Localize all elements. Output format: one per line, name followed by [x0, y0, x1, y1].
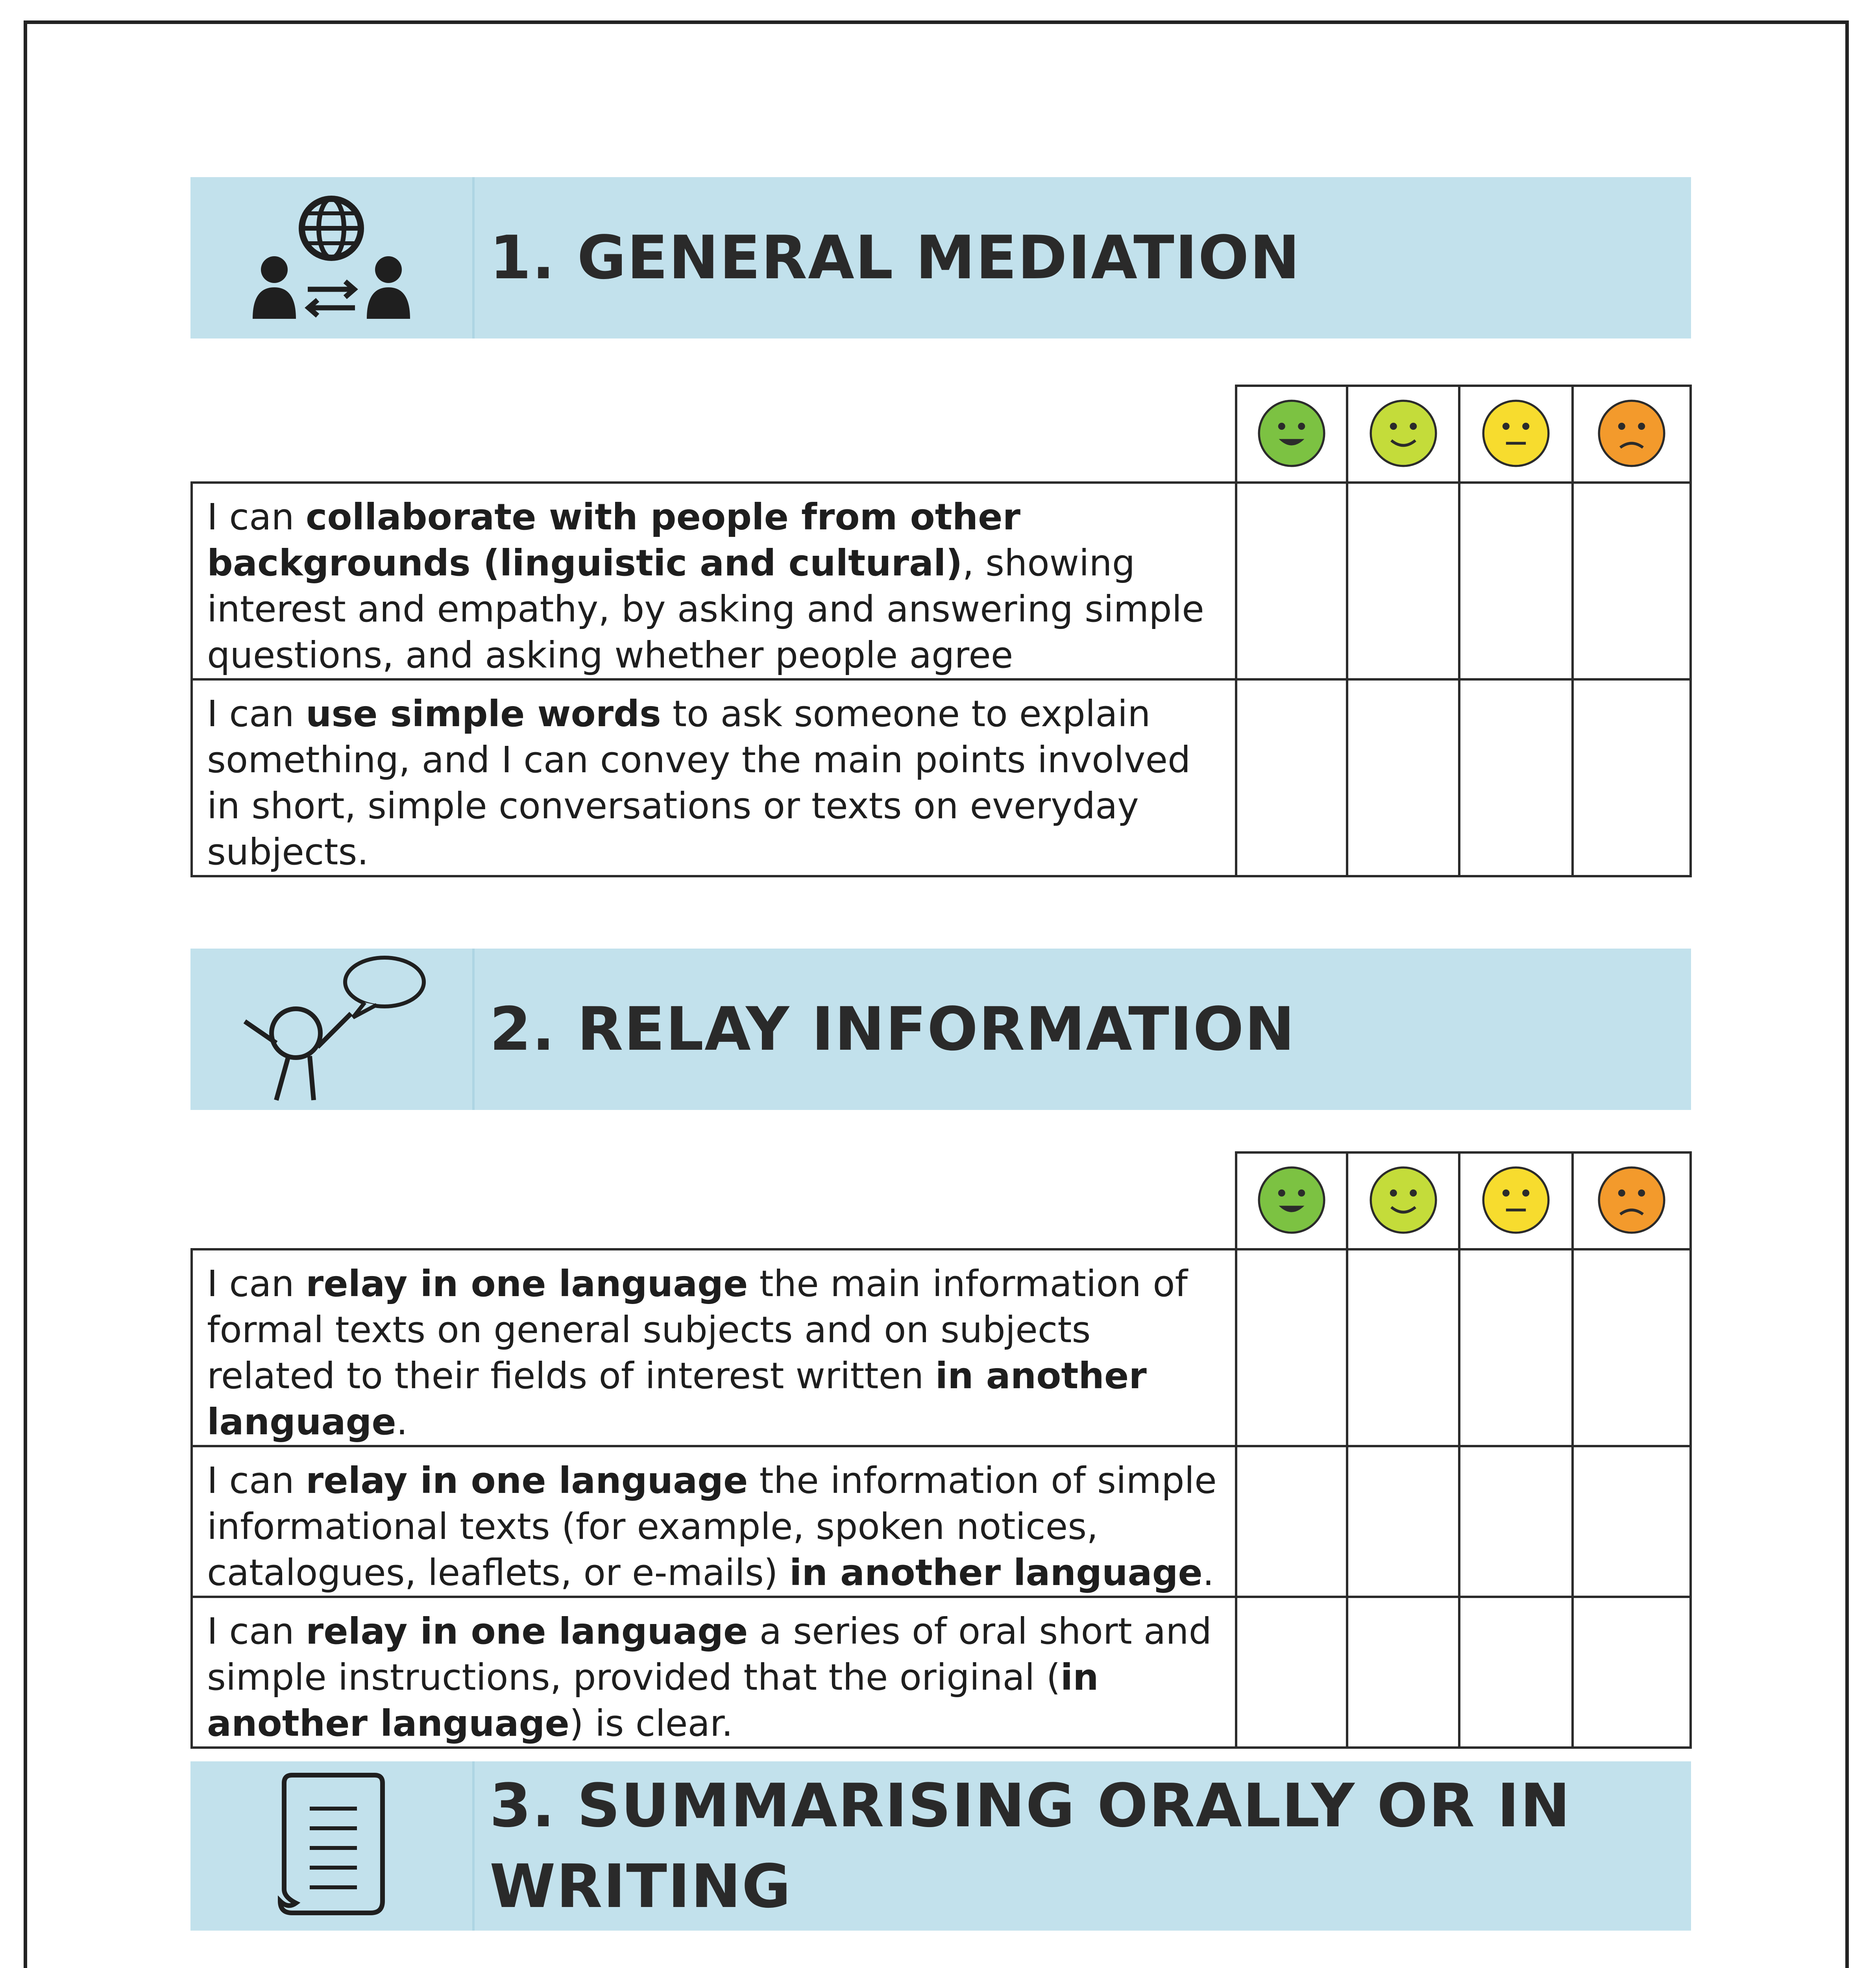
rating-cell[interactable] — [1347, 483, 1459, 679]
rating-table-relay-information — [190, 1151, 1692, 1749]
emphasis: relay in one language — [305, 1610, 748, 1652]
rating-cell[interactable] — [1236, 1446, 1347, 1597]
emphasis: in another language — [207, 1355, 1147, 1443]
rating-column-smiling — [1347, 386, 1459, 483]
rating-cell[interactable] — [1459, 1249, 1573, 1446]
rating-cell[interactable] — [1236, 1249, 1347, 1446]
section-header-relay-information — [190, 949, 1691, 1110]
neutral-face-icon — [1480, 398, 1551, 469]
rating-cell[interactable] — [1573, 1597, 1691, 1748]
statement-text: I can relay in one language a series of oral short and simple instructions, provided that the original (in another language) is clear. — [192, 1597, 1236, 1748]
person-speech-bubble-icon — [190, 949, 475, 1110]
rating-cell[interactable] — [1236, 483, 1347, 679]
rating-cell[interactable] — [1236, 1597, 1347, 1748]
rating-column-sad — [1573, 386, 1691, 483]
emphasis: collaborate with people from other backgrounds (linguistic and cultural) — [207, 496, 1020, 584]
rating-column-neutral — [1459, 1152, 1573, 1249]
grinning-face-icon — [1256, 398, 1327, 469]
rating-cell[interactable] — [1347, 679, 1459, 876]
emphasis: use simple words — [305, 693, 661, 735]
statement-text: I can relay in one language the main information of formal texts on general subjects and on subjects related to their fields of interest written in another language. — [192, 1249, 1236, 1446]
rating-column-neutral — [1459, 386, 1573, 483]
statement-row — [192, 1249, 1691, 1446]
emphasis: in another language — [207, 1656, 1099, 1744]
rating-cell[interactable] — [1459, 679, 1573, 876]
section-header-general-mediation — [190, 177, 1691, 338]
rating-cell[interactable] — [1347, 1597, 1459, 1748]
rating-cell[interactable] — [1573, 1249, 1691, 1446]
statement-row — [192, 1446, 1691, 1597]
rating-cell[interactable] — [1573, 679, 1691, 876]
rating-scale-row — [192, 1152, 1691, 1249]
section-header-summarising — [190, 1761, 1691, 1931]
rating-cell[interactable] — [1459, 483, 1573, 679]
neutral-face-icon — [1480, 1165, 1551, 1236]
section-title: 2. RELAY INFORMATION — [490, 994, 1296, 1064]
emphasis: relay in one language — [305, 1459, 748, 1502]
rating-column-grinning — [1236, 386, 1347, 483]
rating-cell[interactable] — [1573, 483, 1691, 679]
statement-text: I can relay in one language the information of simple informational texts (for example, spoken notices, catalogues, leaflets, or e-mails) in another language. — [192, 1446, 1236, 1597]
global-exchange-people-icon — [190, 177, 475, 338]
emphasis: in another language — [789, 1552, 1203, 1594]
statement-row — [192, 1597, 1691, 1748]
rating-cell[interactable] — [1573, 1446, 1691, 1597]
section-title: 3. SUMMARISING ORALLY OR IN WRITING — [490, 1770, 1571, 1921]
statement-row — [192, 483, 1691, 679]
rating-table-general-mediation — [190, 385, 1692, 877]
rating-cell[interactable] — [1459, 1446, 1573, 1597]
rating-column-grinning — [1236, 1152, 1347, 1249]
rating-column-sad — [1573, 1152, 1691, 1249]
smiling-face-icon — [1368, 1165, 1439, 1236]
statement-row — [192, 679, 1691, 876]
sad-face-icon — [1596, 1165, 1667, 1236]
rating-cell[interactable] — [1347, 1249, 1459, 1446]
rating-cell[interactable] — [1347, 1446, 1459, 1597]
statement-text: I can use simple words to ask someone to explain something, and I can convey the main points involved in short, simple conversations or texts on everyday subjects. — [192, 679, 1236, 876]
rating-cell[interactable] — [1459, 1597, 1573, 1748]
document-icon — [190, 1761, 475, 1931]
smiling-face-icon — [1368, 398, 1439, 469]
statement-text: I can collaborate with people from other backgrounds (linguistic and cultural), showing interest and empathy, by asking and answering simple questions, and asking whether people agree — [192, 483, 1236, 679]
grinning-face-icon — [1256, 1165, 1327, 1236]
rating-scale-row — [192, 386, 1691, 483]
sad-face-icon — [1596, 398, 1667, 469]
emphasis: relay in one language — [305, 1263, 748, 1305]
rating-cell[interactable] — [1236, 679, 1347, 876]
section-title: 1. GENERAL MEDIATION — [490, 223, 1301, 293]
rating-column-smiling — [1347, 1152, 1459, 1249]
